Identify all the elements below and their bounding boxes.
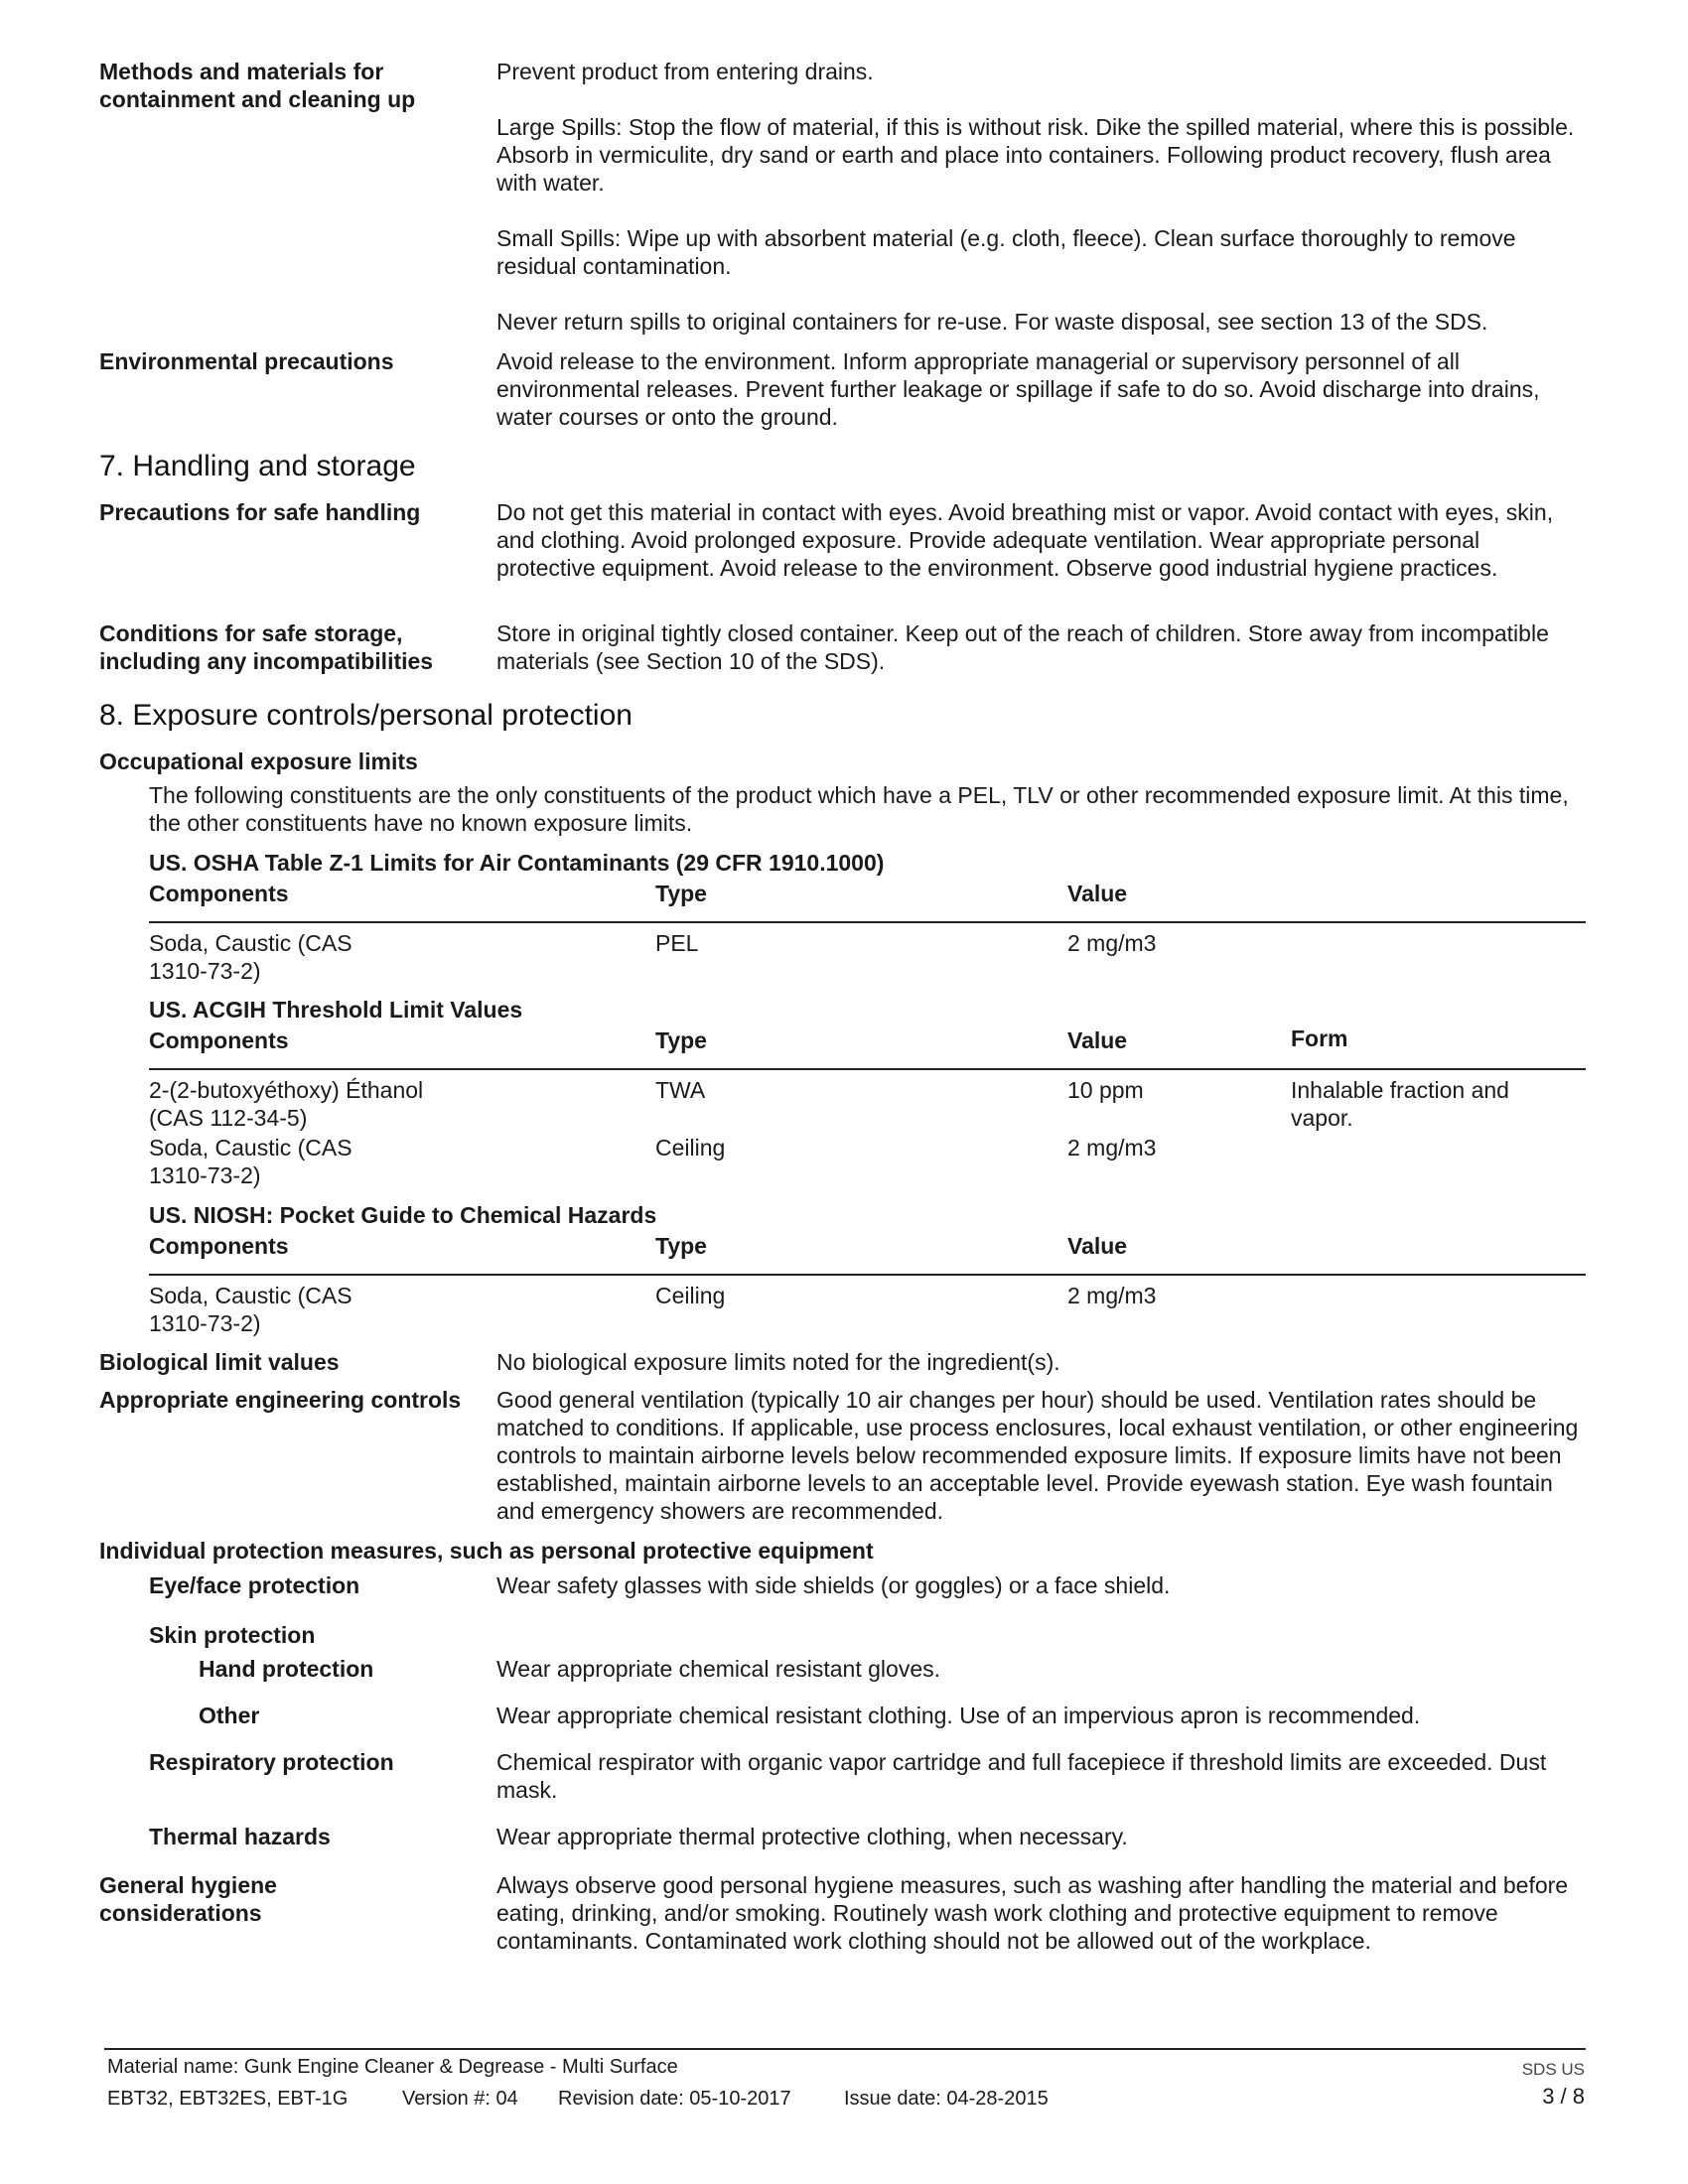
acgih-row-form: Inhalable fraction and vapor. (1291, 1077, 1509, 1131)
niosh-row-component: Soda, Caustic (CAS 1310-73-2) (149, 1283, 352, 1336)
acgih-row-type: Ceiling (655, 1135, 726, 1160)
acgih-row-value: 2 mg/m3 (1067, 1135, 1157, 1160)
oel-intro: The following constituents are the only constituents of the product which have a PEL, TLV or other recommended exposure limit. At this time, the other constituents have no known exposure limits. (149, 782, 1569, 836)
eye-protection-text: Wear safety glasses with side shields (or goggles) or a face shield. (496, 1572, 1171, 1598)
footer-revision-date: Revision date: 05-10-2017 (558, 2088, 791, 2110)
osha-header-components: Components (149, 881, 289, 906)
safe-handling-text: Do not get this material in contact with eyes. Avoid breathing mist or vapor. Avoid contact with eyes, skin, and clothing. Avoid prolonged exposure. Provide adequate ventilation. Wear appropriate personal protective equipment. Avoid release to the environment. Observe good industrial hygiene practices. (496, 499, 1554, 581)
biological-text: No biological exposure limits noted for the ingredient(s). (496, 1349, 1060, 1375)
osha-row-type: PEL (655, 930, 699, 956)
osha-row-component: Soda, Caustic (CAS 1310-73-2) (149, 930, 352, 984)
niosh-row-type: Ceiling (655, 1283, 726, 1308)
containment-paragraph: Never return spills to original containers for re-use. For waste disposal, see section 13 of the SDS. (496, 309, 1488, 335)
containment-label: Methods and materials for containment and cleaning up (99, 59, 416, 112)
footer-material-name: Material name: Gunk Engine Cleaner & Degrease - Multi Surface (107, 2056, 678, 2078)
engineering-label: Appropriate engineering controls (99, 1387, 462, 1413)
thermal-hazards-text: Wear appropriate thermal protective clothing, when necessary. (496, 1824, 1128, 1849)
osha-header-value: Value (1067, 881, 1128, 906)
osha-row-value: 2 mg/m3 (1067, 930, 1157, 956)
acgih-row-value: 10 ppm (1067, 1077, 1144, 1103)
section-7-heading: 7. Handling and storage (99, 450, 416, 482)
footer-doc-type: SDS US (1521, 2060, 1585, 2079)
containment-paragraph: Small Spills: Wipe up with absorbent material (e.g. cloth, fleece). Clean surface thoroughly to remove residual contamination. (496, 225, 1516, 279)
acgih-header-rule (149, 1068, 1586, 1070)
safe-storage-text: Store in original tightly closed container. Keep out of the reach of children. Store away from incompatible materials (see Section 10 of the SDS). (496, 620, 1549, 674)
containment-paragraph: Large Spills: Stop the flow of material, if this is without risk. Dike the spilled material, where this is possible. Absorb in vermiculite, dry sand or earth and place into containers. Following product recovery, flush area with water. (496, 114, 1575, 196)
safe-handling-label: Precautions for safe handling (99, 499, 421, 525)
acgih-row-component: Soda, Caustic (CAS 1310-73-2) (149, 1135, 352, 1188)
acgih-header-type: Type (655, 1027, 707, 1053)
niosh-row-value: 2 mg/m3 (1067, 1283, 1157, 1308)
skin-protection-label: Skin protection (149, 1622, 316, 1648)
footer-product-codes: EBT32, EBT32ES, EBT-1G (107, 2088, 349, 2110)
oel-label: Occupational exposure limits (99, 749, 418, 774)
ppe-label: Individual protection measures, such as personal protective equipment (99, 1538, 874, 1564)
eye-protection-label: Eye/face protection (149, 1572, 360, 1598)
respiratory-protection-label: Respiratory protection (149, 1749, 394, 1775)
section-8-heading: 8. Exposure controls/personal protection (99, 699, 633, 732)
environmental-text: Avoid release to the environment. Inform appropriate managerial or supervisory personnel of all environmental releases. Prevent further leakage or spillage if safe to do so. Avoid discharge into drains, water courses or onto the ground. (496, 348, 1540, 430)
niosh-header-value: Value (1067, 1233, 1128, 1259)
footer-rule (104, 2048, 1586, 2050)
hygiene-text: Always observe good personal hygiene measures, such as washing after handling the material and before eating, drinking, and/or smoking. Routinely wash work clothing and protective equipment to remove contaminants. Contaminated work clothing should not be allowed out of the workplace. (496, 1872, 1569, 1954)
acgih-header-form: Form (1291, 1025, 1348, 1051)
niosh-header-rule (149, 1274, 1586, 1276)
other-protection-label: Other (199, 1703, 260, 1728)
acgih-row-component: 2-(2-butoxyéthoxy) Éthanol (CAS 112-34-5) (149, 1077, 424, 1131)
acgih-row-type: TWA (655, 1077, 706, 1103)
containment-paragraph: Prevent product from entering drains. (496, 59, 874, 84)
containment-text (496, 58, 1584, 336)
footer-version: Version #: 04 (402, 2088, 518, 2110)
other-protection-text: Wear appropriate chemical resistant clothing. Use of an impervious apron is recommended. (496, 1703, 1421, 1728)
engineering-text: Good general ventilation (typically 10 air changes per hour) should be used. Ventilation rates should be matched to conditions. If applicable, use process enclosures, local exhaust ventilation, or other engineering controls to maintain airborne levels below recommended exposure limits. If exposure limits have not been established, maintain airborne levels to an acceptable level. Provide eyewash station. Eye wash fountain and emergency showers are recommended. (496, 1387, 1579, 1524)
acgih-table-title: US. ACGIH Threshold Limit Values (149, 997, 523, 1023)
acgih-header-value: Value (1067, 1027, 1128, 1053)
niosh-header-type: Type (655, 1233, 707, 1259)
acgih-header-components: Components (149, 1027, 289, 1053)
osha-header-rule (149, 921, 1586, 923)
thermal-hazards-label: Thermal hazards (149, 1824, 331, 1849)
footer-issue-date: Issue date: 04-28-2015 (844, 2088, 1049, 2110)
safe-storage-label: Conditions for safe storage, including any incompatibilities (99, 620, 434, 674)
niosh-header-components: Components (149, 1233, 289, 1259)
environmental-label: Environmental precautions (99, 348, 394, 374)
hand-protection-label: Hand protection (199, 1656, 374, 1682)
hand-protection-text: Wear appropriate chemical resistant gloves. (496, 1656, 941, 1682)
biological-label: Biological limit values (99, 1349, 340, 1375)
osha-table-title: US. OSHA Table Z-1 Limits for Air Contaminants (29 CFR 1910.1000) (149, 850, 885, 876)
respiratory-protection-text: Chemical respirator with organic vapor cartridge and full facepiece if threshold limits are exceeded. Dust mask. (496, 1749, 1547, 1803)
osha-header-type: Type (655, 881, 707, 906)
hygiene-label: General hygiene considerations (99, 1872, 277, 1926)
niosh-table-title: US. NIOSH: Pocket Guide to Chemical Hazards (149, 1202, 657, 1228)
footer-page-number: 3 / 8 (1542, 2084, 1585, 2109)
